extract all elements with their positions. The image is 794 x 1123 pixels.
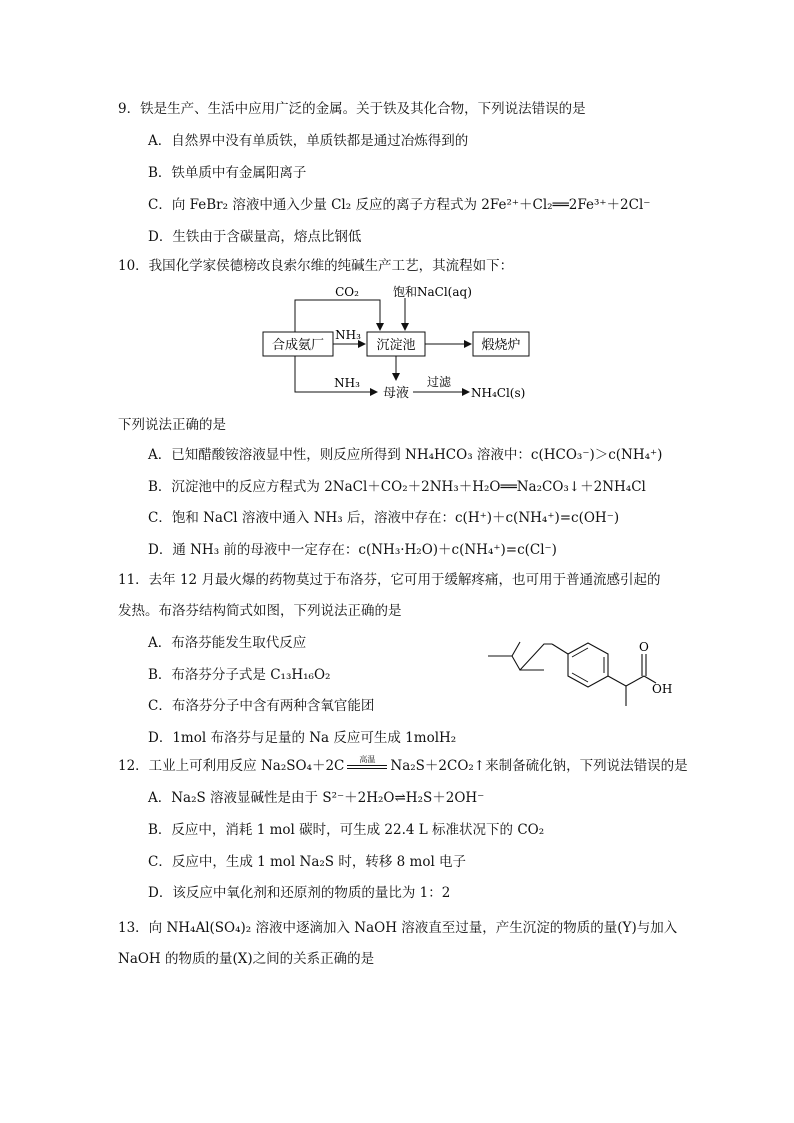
- benzene-ring: [568, 643, 608, 687]
- box-calciner-label: 煅烧炉: [481, 338, 521, 353]
- q10-option-b: B．沉淀池中的反应方程式为 2NaCl＋CO₂＋2NH₃＋H₂O══Na₂CO₃↓＋2NH₄Cl: [148, 479, 646, 495]
- q10-flow-diagram: [255, 280, 545, 414]
- q9-option-c: C．向 FeBr₂ 溶液中通入少量 Cl₂ 反应的离子方程式为 2Fe²⁺＋Cl₂══2Fe³⁺＋2Cl⁻: [148, 197, 651, 213]
- q9-option-d: D．生铁由于含碳量高，熔点比钢低: [148, 229, 362, 245]
- ring-double-bond-1: [572, 648, 588, 657]
- label-co2: CO₂: [335, 285, 359, 299]
- q12-option-a: A．Na₂S 溶液显碱性是由于 S²⁻＋2H₂O⇌H₂S＋2OH⁻: [148, 790, 485, 806]
- q9-stem: 9．铁是生产、生活中应用广泛的金属。关于铁及其化合物，下列说法错误的是: [118, 101, 586, 117]
- ibuprofen-structure-svg: [480, 628, 680, 718]
- q12-condition: 高温: [359, 755, 376, 764]
- q12-reaction-arrow: [344, 757, 390, 775]
- isobutyl-chain: [488, 644, 552, 670]
- ibuprofen-structure: [480, 628, 680, 722]
- label-nh4cl: NH₄Cl(s): [471, 386, 526, 400]
- q12-option-b: B．反应中，消耗 1 mol 碳时，可生成 22.4 L 标准状况下的 CO₂: [148, 822, 545, 838]
- label-nh3-top: NH₃: [335, 328, 361, 342]
- q10-stem: 10．我国化学家侯德榜改良索尔维的纯碱生产工艺，其流程如下：: [118, 258, 514, 274]
- q11-stem-line2: 发热。布洛芬结构简式如图，下列说法正确的是: [118, 603, 402, 619]
- q12-stem-before: 12．工业上可利用反应 Na₂SO₄＋2C: [118, 758, 345, 774]
- q11-option-b: B．布洛芬分子式是 C₁₃H₁₆O₂: [148, 667, 331, 683]
- label-carbonyl-o: O: [639, 640, 649, 654]
- isobutyl-methyl: [512, 642, 520, 656]
- q12-option-d: D．该反应中氧化剂和还原剂的物质的量比为 1：2: [148, 885, 451, 901]
- q10-after-diagram: 下列说法正确的是: [118, 417, 226, 433]
- box-synthesis-label: 合成氨厂: [271, 338, 325, 353]
- label-filter: 过滤: [426, 375, 452, 389]
- ring-double-bond-3: [572, 673, 588, 682]
- q13-stem-line2: NaOH 的物质的量(X)之间的关系正确的是: [118, 951, 375, 967]
- label-hydroxyl: OH: [652, 682, 673, 696]
- label-nh3-bottom: NH₃: [334, 376, 360, 390]
- flow-diagram-svg: [255, 280, 545, 410]
- q11-option-d: D．1mol 布洛芬与足量的 Na 反应可生成 1molH₂: [148, 730, 457, 746]
- q11-stem-line1: 11．去年 12 月最火爆的药物莫过于布洛芬，它可用于缓解疼痛，也可用于普通流感引起的: [118, 572, 661, 588]
- q13-stem-line1: 13．向 NH₄Al(SO₄)₂ 溶液中逐滴加入 NaOH 溶液直至过量，产生沉淀的物质的量(Y)与加入: [118, 920, 678, 936]
- q10-option-a: A．已知醋酸铵溶液显中性，则反应所得到 NH₄HCO₃ 溶液中：c(HCO₃⁻)＞c(NH₄⁺): [148, 447, 663, 463]
- carboxyl-bond: [626, 676, 644, 686]
- q11-option-c: C．布洛芬分子中含有两种含氧官能团: [148, 698, 375, 714]
- alpha-carbon-bond: [608, 676, 626, 686]
- label-nacl: 饱和NaCl(aq): [393, 285, 472, 299]
- label-mother-liquor: 母液: [382, 386, 410, 401]
- q12-stem-after: Na₂S＋2CO₂↑来制备硫化钠，下列说法错误的是: [390, 758, 688, 774]
- q12-option-c: C．反应中，生成 1 mol Na₂S 时，转移 8 mol 电子: [148, 854, 467, 870]
- q10-option-c: C．饱和 NaCl 溶液中通入 NH₃ 后，溶液中存在：c(H⁺)＋c(NH₄⁺)=c(OH⁻): [148, 510, 620, 526]
- q9-option-a: A．自然界中没有单质铁，单质铁都是通过冶炼得到的: [148, 133, 469, 149]
- q10-option-d: D．通 NH₃ 前的母液中一定存在：c(NH₃·H₂O)＋c(NH₄⁺)=c(Cl⁻): [148, 542, 557, 558]
- benzyl-bond: [552, 644, 568, 654]
- q12-stem: [118, 757, 688, 775]
- box-settling-label: 沉淀池: [376, 338, 416, 353]
- q11-option-a: A．布洛芬能发生取代反应: [148, 635, 307, 651]
- q9-option-b: B．铁单质中有金属阳离子: [148, 165, 307, 181]
